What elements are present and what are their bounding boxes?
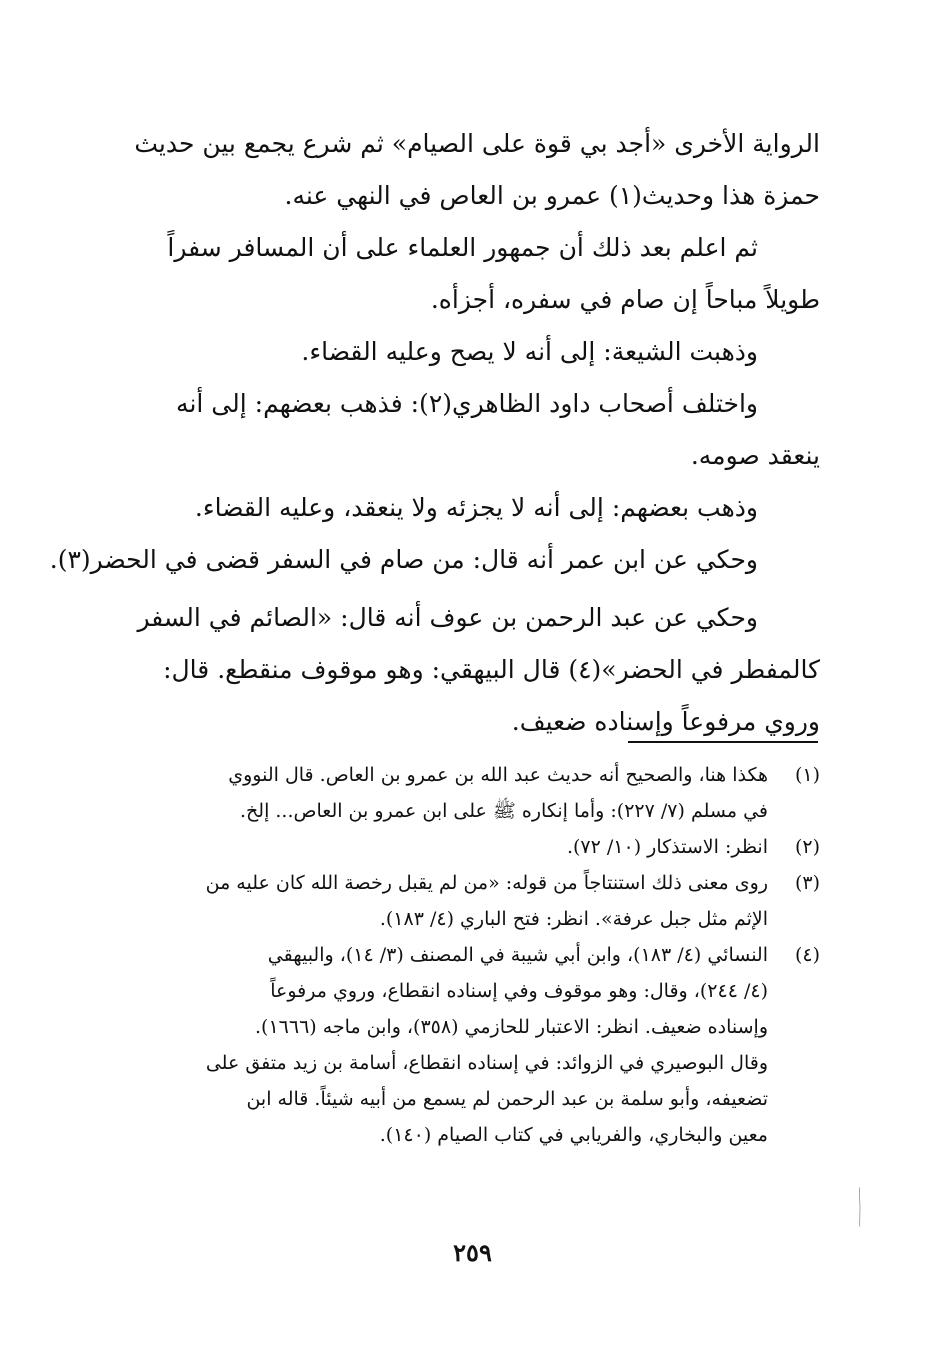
footnote-line: النسائي (٤/ ١٨٣)، وابن أبي شيبة في المصنف (٣/ ١٤)، والبيهقي [267,944,768,966]
footnote-number: (١) [794,764,820,786]
main-line: ثم اعلم بعد ذلك أن جمهور العلماء على أن المسافر سفراً [167,233,758,262]
main-line: وحكي عن عبد الرحمن بن عوف أنه قال: «الصائم في السفر [137,603,758,632]
main-line: وروي مرفوعاً وإسناده ضعيف. [511,707,820,736]
footnotes [125,757,820,1153]
footnote-line: الإثم مثل جبل عرفة». انظر: فتح الباري (٤/ ١٨٣). [379,908,768,930]
main-line: طويلاً مباحاً إن صام في سفره، أجزأه. [430,285,820,314]
main-line: واختلف أصحاب داود الظاهري(٢): فذهب بعضهم: إلى أنه [176,389,758,418]
footnote-2 [125,829,820,865]
footnote-body [125,865,768,937]
footnote-line: وإسناده ضعيف. انظر: الاعتبار للحازمي (٣٥٨)، وابن ماجه (١٦٦٦). [255,1016,768,1038]
main-line: حمزة هذا وحديث(١) عمرو بن العاص في النهي عنه. [284,181,820,210]
footnote-line: تضعيفه، وأبو سلمة بن عبد الرحمن لم يسمع من أبيه شيئاً. قاله ابن [246,1088,768,1110]
footnote-line: معين والبخاري، والفريابي في كتاب الصيام (١٤٠). [379,1124,768,1146]
footnote-number: (٣) [794,872,820,894]
footnote-3 [125,865,820,937]
main-line: ينعقد صومه. [690,441,820,470]
footnote-1 [125,757,820,829]
footnote-line: انظر: الاستذكار (١٠/ ٧٢). [566,836,768,858]
main-text [49,118,820,748]
main-line: الرواية الأخرى «أجد بي قوة على الصيام» ثم شرع يجمع بين حديث [134,129,820,158]
footnote-number: (٢) [794,836,820,858]
footnote-4 [125,937,820,1153]
footnote-number: (٤) [794,944,820,966]
main-line: وحكي عن ابن عمر أنه قال: من صام في السفر قضى في الحضر(٣). [49,545,758,574]
footnote-line: في مسلم (٧/ ٢٢٧): وأما إنكاره ﷺ على ابن عمرو بن العاص... إلخ. [239,800,768,822]
footnote-line: هكذا هنا، والصحيح أنه حديث عبد الله بن عمرو بن العاص. قال النووي [228,764,768,786]
page-edge-mark [859,1168,861,1246]
main-line: وذهبت الشيعة: إلى أنه لا يصح وعليه القضاء. [301,337,758,366]
footnote-body [125,829,768,865]
main-line: وذهب بعضهم: إلى أنه لا يجزئه ولا ينعقد، وعليه القضاء. [194,493,758,522]
footnote-body [125,937,768,1153]
footnote-separator [628,741,818,743]
main-line: كالمفطر في الحضر»(٤) قال البيهقي: وهو موقوف منقطع. قال: [163,655,820,684]
footnote-line: (٤/ ٢٤٤)، وقال: وهو موقوف وفي إسناده انقطاع، وروي مرفوعاً [270,980,768,1002]
footnote-line: وقال البوصيري في الزوائد: في إسناده انقطاع، أسامة بن زيد متفق على [205,1052,768,1074]
footnote-line: روى معنى ذلك استنتاجاً من قوله: «من لم يقبل رخصة الله كان عليه من [205,872,768,894]
page-number: ٢٥٩ [453,1238,492,1267]
footnote-body [125,757,768,829]
